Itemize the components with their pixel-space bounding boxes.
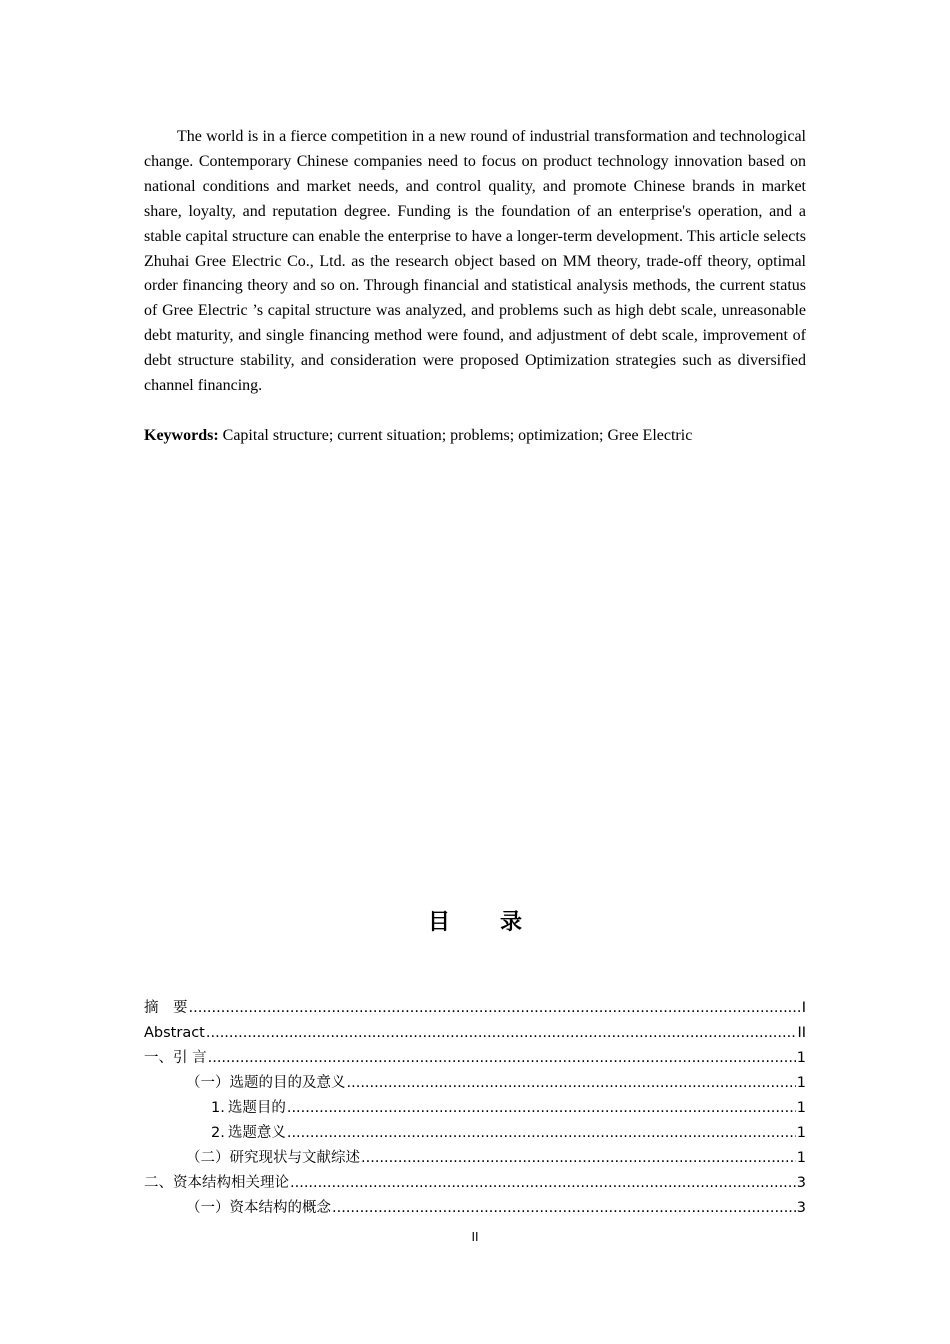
toc-entry-page: I (801, 1000, 806, 1016)
toc-entry-purpose-significance[interactable] (144, 1071, 806, 1096)
toc-entry-number: 1. (211, 1100, 225, 1116)
toc-title-char-2: 录 (500, 910, 523, 935)
toc-entry-number: 二、 (144, 1175, 173, 1191)
toc-leader-dots (361, 1146, 796, 1171)
toc-entry-number: 2. (211, 1125, 225, 1141)
toc-entry-label: 研究现状与文献综述 (229, 1150, 360, 1166)
toc-entry-page: 1 (796, 1125, 806, 1141)
toc-entry-page: 1 (796, 1050, 806, 1066)
toc-entry-abstract-en[interactable] (144, 1021, 806, 1046)
abstract-paragraph: The world is in a fierce competition in a new round of industrial transformation and technological change. Contemporary Chinese companies need to focus on product technology innovation based on national conditions and market needs, and control quality, and promote Chinese brands in market share, loyalty, and reputation degree. Funding is the foundation of an enterprise's operation, and a stable capital structure can enable the enterprise to have a longer-term development. This article selects Zhuhai Gree Electric Co., Ltd. as the research object based on MM theory, trade-off theory, optimal order financing theory and so on. Through financial and statistical analysis methods, the current status of Gree Electric ’s capital structure was analyzed, and problems such as high debt scale, unreasonable debt maturity, and single financing method were found, and adjustment of debt scale, improvement of debt structure stability, and consideration were proposed Optimization strategies such as diversified channel financing. (144, 128, 806, 395)
toc-entry-number: 一、 (144, 1050, 173, 1066)
abstract-body (144, 125, 806, 399)
toc-entry-capital-structure-concept[interactable] (144, 1196, 806, 1221)
toc-entry-page: 1 (796, 1100, 806, 1116)
toc-entry-page: 1 (796, 1075, 806, 1091)
toc-entry-page: II (797, 1025, 806, 1041)
toc-leader-dots (290, 1171, 796, 1196)
toc-leader-dots (189, 996, 801, 1021)
toc-leader-dots (287, 1096, 796, 1121)
toc-title-char-1: 目 (427, 910, 450, 935)
toc-entry-capital-structure-theory[interactable] (144, 1171, 806, 1196)
page-number: II (471, 1230, 479, 1244)
toc-entry-introduction[interactable] (144, 1046, 806, 1071)
toc-entry-number: （二） (186, 1150, 230, 1166)
keywords-text: Capital structure; current situation; problems; optimization; Gree Electric (218, 427, 693, 444)
toc-entry-label: Abstract (144, 1025, 205, 1041)
toc-leader-dots (287, 1121, 796, 1146)
toc-entry-page: 3 (796, 1175, 806, 1191)
toc-title (0, 905, 950, 936)
toc-leader-dots (208, 1046, 796, 1071)
toc-entry-page: 3 (796, 1200, 806, 1216)
toc-entry-label: 选题目的 (227, 1100, 286, 1116)
toc-entry-number: （一） (186, 1200, 230, 1216)
toc-leader-dots (206, 1021, 797, 1046)
toc-entry-page: 1 (796, 1150, 806, 1166)
toc-entry-label: 选题的目的及意义 (229, 1075, 346, 1091)
toc-leader-dots (347, 1071, 796, 1096)
toc-entry-number: （一） (186, 1075, 230, 1091)
toc-entry-literature-review[interactable] (144, 1146, 806, 1171)
toc-entry-abstract-cn[interactable] (144, 996, 806, 1021)
toc-entry-label: 资本结构的概念 (229, 1200, 331, 1216)
keywords-label: Keywords: (144, 427, 219, 444)
toc-entry-label: 选题意义 (227, 1125, 286, 1141)
toc-entry-significance[interactable] (144, 1121, 806, 1146)
table-of-contents (144, 996, 806, 1221)
keywords-line (144, 424, 806, 448)
toc-entry-purpose[interactable] (144, 1096, 806, 1121)
toc-leader-dots (332, 1196, 796, 1221)
toc-entry-label: 资本结构相关理论 (173, 1175, 289, 1191)
toc-entry-label: 引 言 (173, 1050, 207, 1066)
toc-entry-label: 摘 要 (144, 1000, 188, 1016)
